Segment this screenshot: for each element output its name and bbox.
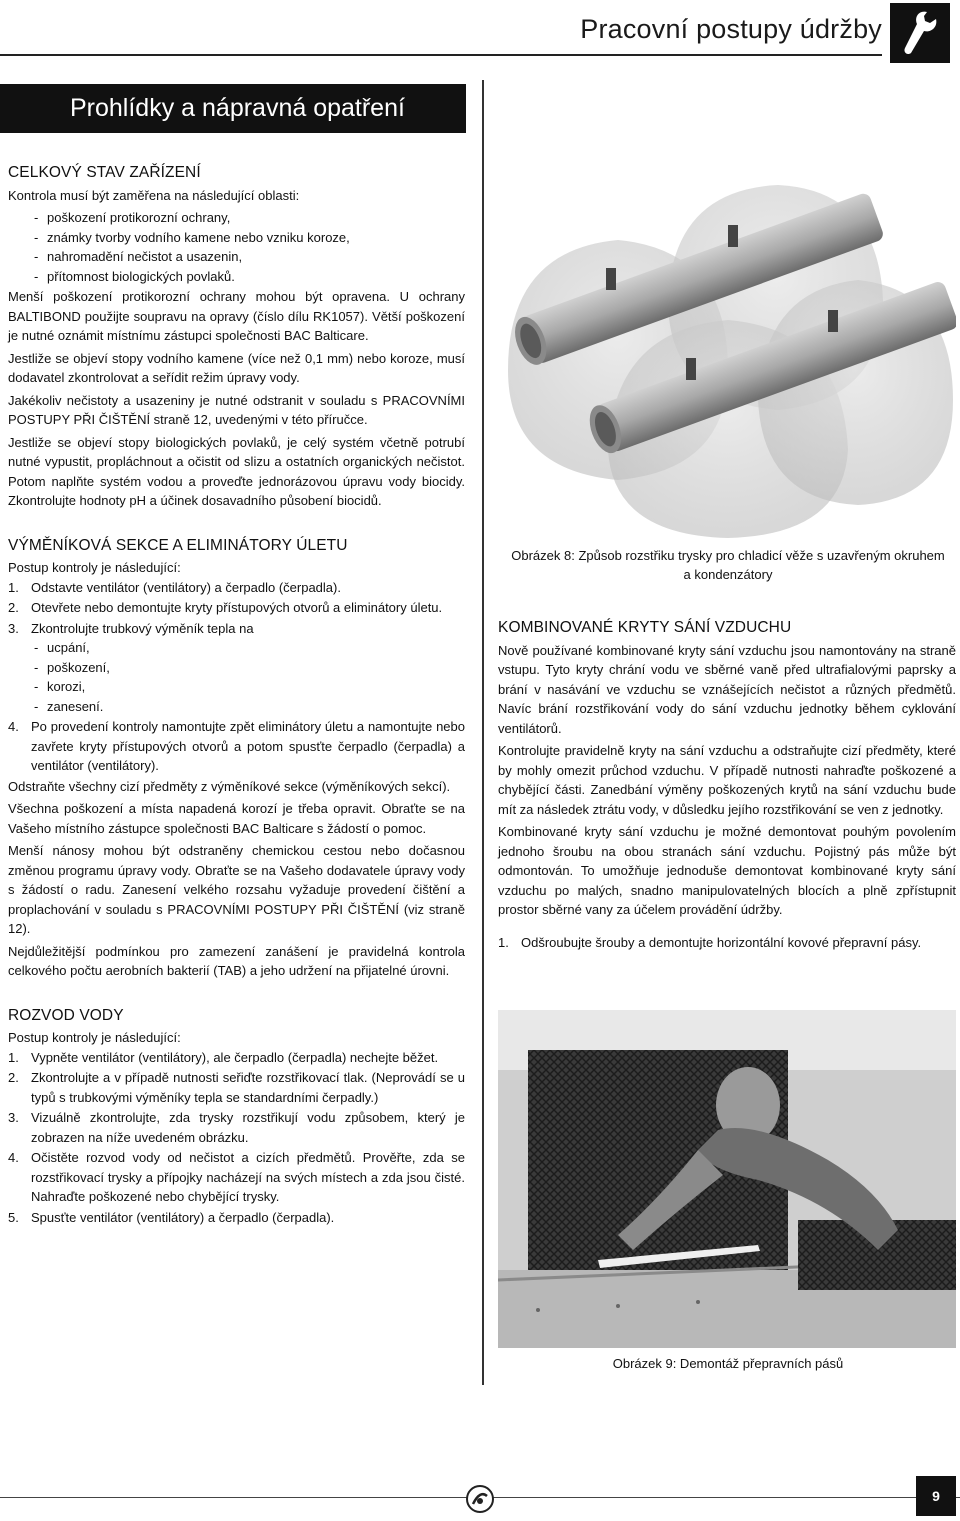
general-paragraph: Menší poškození protikorozní ochrany mohou být opravena. U ochrany BALTIBOND použijte soupravu na opravy (číslo dílu RK1057). Větší poškození je nutné oznámit místnímu zástupci společnosti BAC Balticare. xyxy=(8,289,465,343)
list-item: - zanesení. xyxy=(31,697,465,717)
right-column xyxy=(498,618,956,953)
general-intro: Kontrola musí být zaměřena na následující oblasti: xyxy=(8,187,300,203)
page-number: 9 xyxy=(916,1476,956,1516)
list-item: - známky tvorby vodního kamene nebo vzniku koroze, xyxy=(8,228,465,248)
exchanger-paragraph: Menší nánosy mohou být odstraněny chemickou cestou nebo dočasnou změnou programu úpravy vody. Obraťte se na Vašeho dodavatele úpravy vody s žádostí o radu. Zanesení velkého rozsahu vyžaduje provedení čištění a proplachování v souladu s PRACOVNÍMI POSTUPY PŘI ČIŠTĚNÍ (viz straně 12). xyxy=(8,843,465,936)
general-paragraph: Jakékoliv nečistoty a usazeniny je nutné odstranit v souladu s PRACOVNÍMI POSTUPY PŘI ČIŠTĚNÍ straně 12, uvedenými v této příručce. xyxy=(8,392,465,427)
step-item: 5. Spusťte ventilátor (ventilátory) a čerpadlo (čerpadla). xyxy=(8,1209,335,1225)
exchanger-paragraph: Všechna poškození a místa napadená korozí je třeba opravit. Obraťte se na Vašeho místního zástupce společnosti BAC Balticare s žádostí o pomoc. xyxy=(8,801,465,836)
general-paragraph: Jestliže se objeví stopy biologických povlaků, je celý systém včetně potrubí nutné vypustit, propláchnout a očistit od slizu a ostatních organických nečistot. Potom naplňte systém vodou a proveďte jednorázovou úpravu vody biocidy. Zkontrolujte hodnoty pH a účinek dosavadního působení biocidů. xyxy=(8,434,465,508)
exchanger-paragraph: Nejdůležitější podmínkou pro zamezení zanášení je pravidelná kontrola celkového počtu aerobních bakterií (TAB) a jeho udržení na přijatelné úrovni. xyxy=(8,943,465,978)
figure-9-photo xyxy=(498,1010,956,1348)
list-item: - nahromadění nečistot a usazenin, xyxy=(8,247,465,267)
inlet-heading: KOMBINOVANÉ KRYTY SÁNÍ VZDUCHU xyxy=(498,619,792,636)
section-banner: Prohlídky a nápravná opatření xyxy=(0,84,466,133)
general-heading: CELKOVÝ STAV ZAŘÍZENÍ xyxy=(8,164,201,181)
exchanger-heading: VÝMĚNÍKOVÁ SEKCE A ELIMINÁTORY ÚLETU xyxy=(8,536,348,554)
general-list xyxy=(8,208,465,286)
step-item: 1. Vypněte ventilátor (ventilátory), ale čerpadlo (čerpadla) nechejte běžet. xyxy=(8,1049,439,1065)
step-item: 1. Odstavte ventilátor (ventilátory) a čerpadlo (čerpadla). xyxy=(8,579,341,595)
step-item: 4. Po provedení kontroly namontujte zpět eliminátory úletu a namontujte nebo zavřete kryty přístupových otvorů a potom spusťte čerpadlo (čerpadla) a ventilátor (ventilátory). xyxy=(8,719,465,773)
header-rule xyxy=(0,54,882,56)
exchanger-steps xyxy=(8,578,465,776)
list-item: - poškození protikorozní ochrany, xyxy=(8,208,465,228)
figure-8-spray-pattern xyxy=(498,170,956,540)
figure-8-caption: Obrázek 8: Způsob rozstřiku trysky pro chladicí věže s uzavřeným okruhem a kondenzátory xyxy=(511,548,945,582)
page-header-title: Pracovní postupy údržby xyxy=(580,14,882,44)
list-item: - korozi, xyxy=(31,677,465,697)
exchanger-paragraph: Odstraňte všechny cizí předměty z výměníkové sekce (výměníkových sekcí). xyxy=(8,778,451,794)
step-item: 4. Očistěte rozvod vody od nečistot a cizích předmětů. Prověřte, zda se rozstřikovací trysky a přípojky nacházejí na svých místech a zda jsou čisté. Nahraďte poškozené nebo chybějící trysky. xyxy=(8,1150,465,1204)
step-item: 1. Odšroubujte šrouby a demontujte horizontální kovové přepravní pásy. xyxy=(498,934,922,950)
step-item: 2. Zkontrolujte a v případě nutnosti seřiďte rozstřikovací tlak. (Neprovádí se u typů s trubkovými výměníky tepla se standardními čerpadly.) xyxy=(8,1070,465,1105)
sub-list xyxy=(31,638,465,716)
bac-logo-icon xyxy=(465,1484,495,1514)
wrench-icon xyxy=(890,3,950,63)
inlet-paragraph: Kontrolujte pravidelně kryty na sání vzduchu a odstraňujte cizí předměty, které by mohly omezit průchod vzduchu. V případě nutnosti nahraďte poškozené a chybějící části. Zanedbání výměny poškozených krytů na sání vzduchu bude mít za následek ztrátu vody, v důsledku jejího rozstřikování se ven z jednotky. xyxy=(498,743,956,817)
distribution-steps xyxy=(8,1048,465,1228)
column-divider xyxy=(482,80,484,1385)
step-item: 3. Vizuálně zkontrolujte, zda trysky rozstřikují vodu způsobem, který je zobrazen na níže uvedeném obrázku. xyxy=(8,1110,465,1145)
step-item: 3. Zkontrolujte trubkový výměník tepla na - ucpání, - poškození, - korozi, - zanesení. xyxy=(8,619,465,717)
left-column xyxy=(8,163,465,1228)
list-item: - ucpání, xyxy=(31,638,465,658)
distribution-intro: Postup kontroly je následující: xyxy=(8,1030,181,1045)
inlet-steps xyxy=(498,933,956,953)
list-item: - poškození, xyxy=(31,658,465,678)
general-paragraph: Jestliže se objeví stopy vodního kamene (více než 0,1 mm) nebo koroze, musí dodavatel zkontrolovat a seřídit režim úpravy vody. xyxy=(8,350,465,385)
exchanger-intro: Postup kontroly je následující: xyxy=(8,560,181,575)
list-item: - přítomnost biologických povlaků. xyxy=(8,267,465,287)
inlet-paragraph: Nově používané kombinované kryty sání vzduchu jsou namontovány na straně vstupu. Tyto kryty chrání vodu ve sběrné vaně před ultrafialovými paprsky a brání v nasávání ve vzduchu se vznášejících nečistot a různých předmětů. Navíc brání rozstřikování vody do sání vzduchu jednotky během cyklování ventilátorů. xyxy=(498,642,956,736)
figure-9-caption: Obrázek 9: Demontáž přepravních pásů xyxy=(612,1356,844,1371)
step-item: 2. Otevřete nebo demontujte kryty přístupových otvorů a eliminátory úletu. xyxy=(8,600,443,615)
distribution-heading: ROZVOD VODY xyxy=(8,1006,124,1024)
inlet-paragraph: Kombinované kryty sání vzduchu je možné demontovat pouhým povolením jednoho šroubu na obou stranách sání vzduchu. Pojistný pás může být odmontován. To umožňuje jednoduše demontovat kombinované kryty sání vzduchu po malých, snadno manipulovatelných blocích a plně zpřístupnit prostor sběrné vany za účelem provádění údržby. xyxy=(498,824,956,917)
